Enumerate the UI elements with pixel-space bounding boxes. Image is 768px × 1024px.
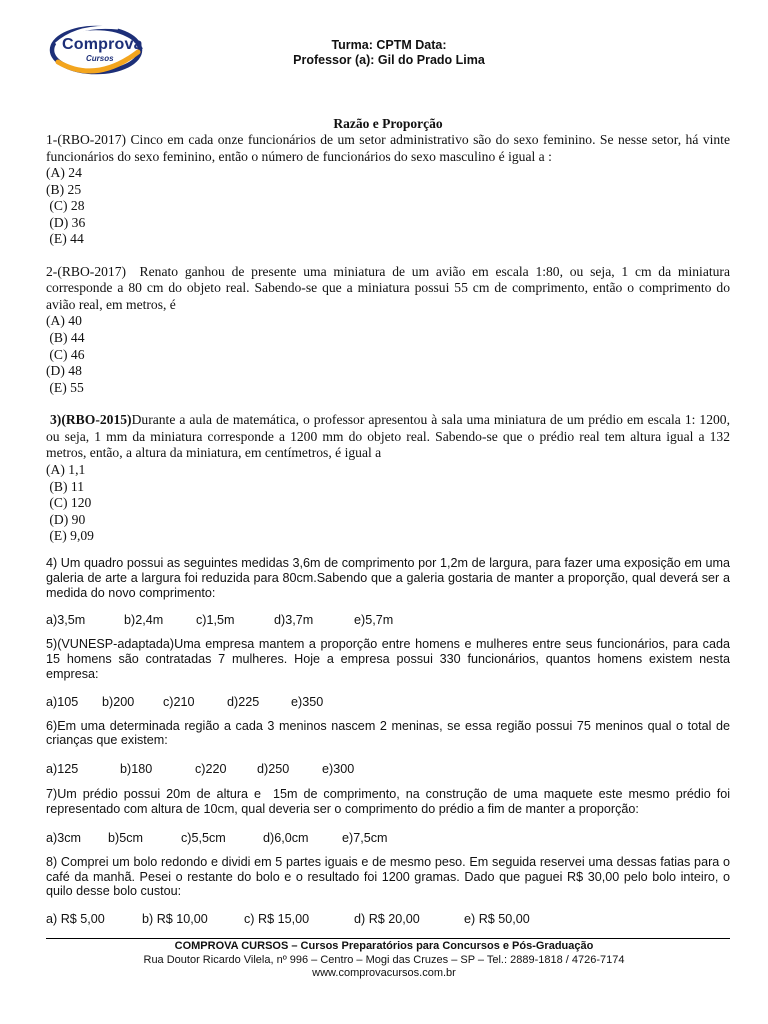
logo-subtext: Cursos — [86, 54, 114, 63]
question-7-options — [46, 831, 730, 846]
question-1-text: Cinco em cada onze funcionários de um setor administrativo são do sexo feminino. Se nesse setor, há vinte funcionários do sexo feminino, então o número de funcionários do sexo masculino é igual a : — [46, 132, 730, 164]
professor-line: Professor (a): Gil do Prado Lima — [293, 53, 485, 67]
q4-option: c)1,5m — [196, 613, 235, 628]
footer-divider — [46, 938, 730, 939]
q8-option: e) R$ 50,00 — [464, 912, 530, 927]
question-5-options — [46, 695, 730, 710]
q2-option: (C) 46 — [46, 346, 85, 362]
q7-option: d)6,0cm — [263, 830, 309, 845]
q8-option: a) R$ 5,00 — [46, 912, 105, 927]
q3-option: (D) 90 — [46, 511, 86, 527]
q6-option: b)180 — [120, 762, 153, 777]
exercise-sheet — [46, 116, 734, 927]
question-8: 8) Comprei um bolo redondo e dividi em 5 partes iguais e de mesmo peso. Em seguida reservei uma dessas fatias para o café da manhã. Pesei o restante do bolo e o resultado foi 1200 gramas. Dado que paguei R$ 30,00 pelo bolo inteiro, o quilo desse bolo custou: — [46, 854, 730, 899]
q6-option: d)250 — [257, 762, 290, 777]
q8-option: b) R$ 10,00 — [142, 912, 208, 927]
q3-option: (C) 120 — [46, 495, 92, 511]
q8-option: c) R$ 15,00 — [244, 912, 310, 927]
q3-option: (A) 1,1 — [46, 461, 86, 477]
q1-option: (E) 44 — [46, 231, 84, 247]
q7-option: b)5cm — [108, 830, 143, 845]
question-3-label: 3)(RBO-2015) — [46, 412, 132, 428]
q5-option: c)210 — [163, 694, 195, 709]
question-6: 6)Em uma determinada região a cada 3 meninos nascem 2 meninas, se essa região possui 75 meninos qual o total de crianças que existem: — [46, 718, 730, 748]
q4-option: b)2,4m — [124, 613, 164, 628]
q2-option: (D) 48 — [46, 363, 82, 379]
question-5: 5)(VUNESP-adaptada)Uma empresa mantem a proporção entre homens e mulheres entre seus funcionários, para cada 15 homens são contratadas 7 mulheres. Hoje a empresa possui 330 funcionários, quantos homens existem nesta empresa: — [46, 637, 730, 681]
q2-option: (B) 44 — [46, 330, 85, 346]
q4-option: a)3,5m — [46, 613, 86, 628]
q7-option: a)3cm — [46, 830, 81, 845]
question-6-options — [46, 762, 730, 777]
q6-option: a)125 — [46, 762, 79, 777]
question-8-options — [46, 912, 730, 927]
question-1 — [46, 132, 730, 248]
q6-option: c)220 — [195, 762, 227, 777]
q1-option: (C) 28 — [46, 198, 85, 214]
question-2 — [46, 263, 734, 396]
q2-option: (A) 40 — [46, 313, 82, 329]
q5-option: b)200 — [102, 694, 135, 709]
question-4: 4) Um quadro possui as seguintes medidas 3,6m de comprimento por 1,2m de largura, para fazer uma exposição em uma galeria de arte a largura foi reduzida para 80cm.Sabendo que a galeria gostaria de manter a proporção, qual deverá ser a medida do novo comprimento: — [46, 555, 730, 600]
footer-company: COMPROVA CURSOS – Cursos Preparatórios para Concursos e Pós-Graduação — [174, 940, 594, 952]
question-2-text: Renato ganhou de presente uma miniatura de um avião em escala 1:80, ou seja, 1 cm da miniatura corresponde a 80 cm do objeto real. Sabendo-se que a miniatura possui 55 cm de comprimento, então o comprimento do avião real, em metros, é — [46, 263, 734, 312]
question-2-label: 2-(RBO-2017) — [46, 263, 127, 279]
q4-option: e)5,7m — [354, 613, 394, 628]
question-7: 7)Um prédio possui 20m de altura e 15m de comprimento, na construção de uma maquete este mesmo prédio foi representado com altura de 10cm, qual deveria ser o comprimento do prédio a fim de manter a proporção: — [46, 787, 734, 817]
question-3 — [46, 412, 730, 544]
q4-option: d)3,7m — [274, 613, 314, 628]
q6-option: e)300 — [322, 762, 355, 777]
q7-option: c)5,5cm — [181, 830, 226, 845]
page-footer — [0, 940, 768, 981]
q1-option: (D) 36 — [46, 214, 86, 230]
q1-option: (B) 25 — [46, 181, 82, 197]
logo-text: Comprova — [62, 36, 143, 53]
q8-option: d) R$ 20,00 — [354, 912, 420, 927]
footer-website: www.comprovacursos.com.br — [312, 967, 456, 979]
q3-option: (B) 11 — [46, 478, 85, 494]
q7-option: e)7,5cm — [342, 830, 388, 845]
q5-option: e)350 — [291, 694, 324, 709]
turma-line: Turma: CPTM Data: — [331, 38, 447, 52]
question-1-label: 1-(RBO-2017) — [46, 132, 127, 147]
question-4-options — [46, 613, 730, 628]
q5-option: a)105 — [46, 694, 79, 709]
q1-option: (A) 24 — [46, 165, 82, 180]
q2-option: (E) 55 — [46, 379, 84, 395]
header-info — [0, 38, 768, 68]
question-3-text: Durante a aula de matemática, o professor apresentou à sala uma miniatura de um prédio em escala 1: 1200, ou seja, 1 mm da miniatura corresponde a 1200 mm do objeto real. Sabendo-se que o prédio real tem altura igual a 132 metros, então, a altura da miniatura, em centímetros, é igual a — [46, 412, 731, 461]
footer-address: Rua Doutor Ricardo Vilela, nº 996 – Centro – Mogi das Cruzes – SP – Tel.: 2889-1818 / 4726-7174 — [143, 953, 625, 966]
q3-option: (E) 9,09 — [46, 528, 94, 544]
q5-option: d)225 — [227, 694, 260, 709]
document-title: Razão e Proporção — [333, 116, 443, 131]
